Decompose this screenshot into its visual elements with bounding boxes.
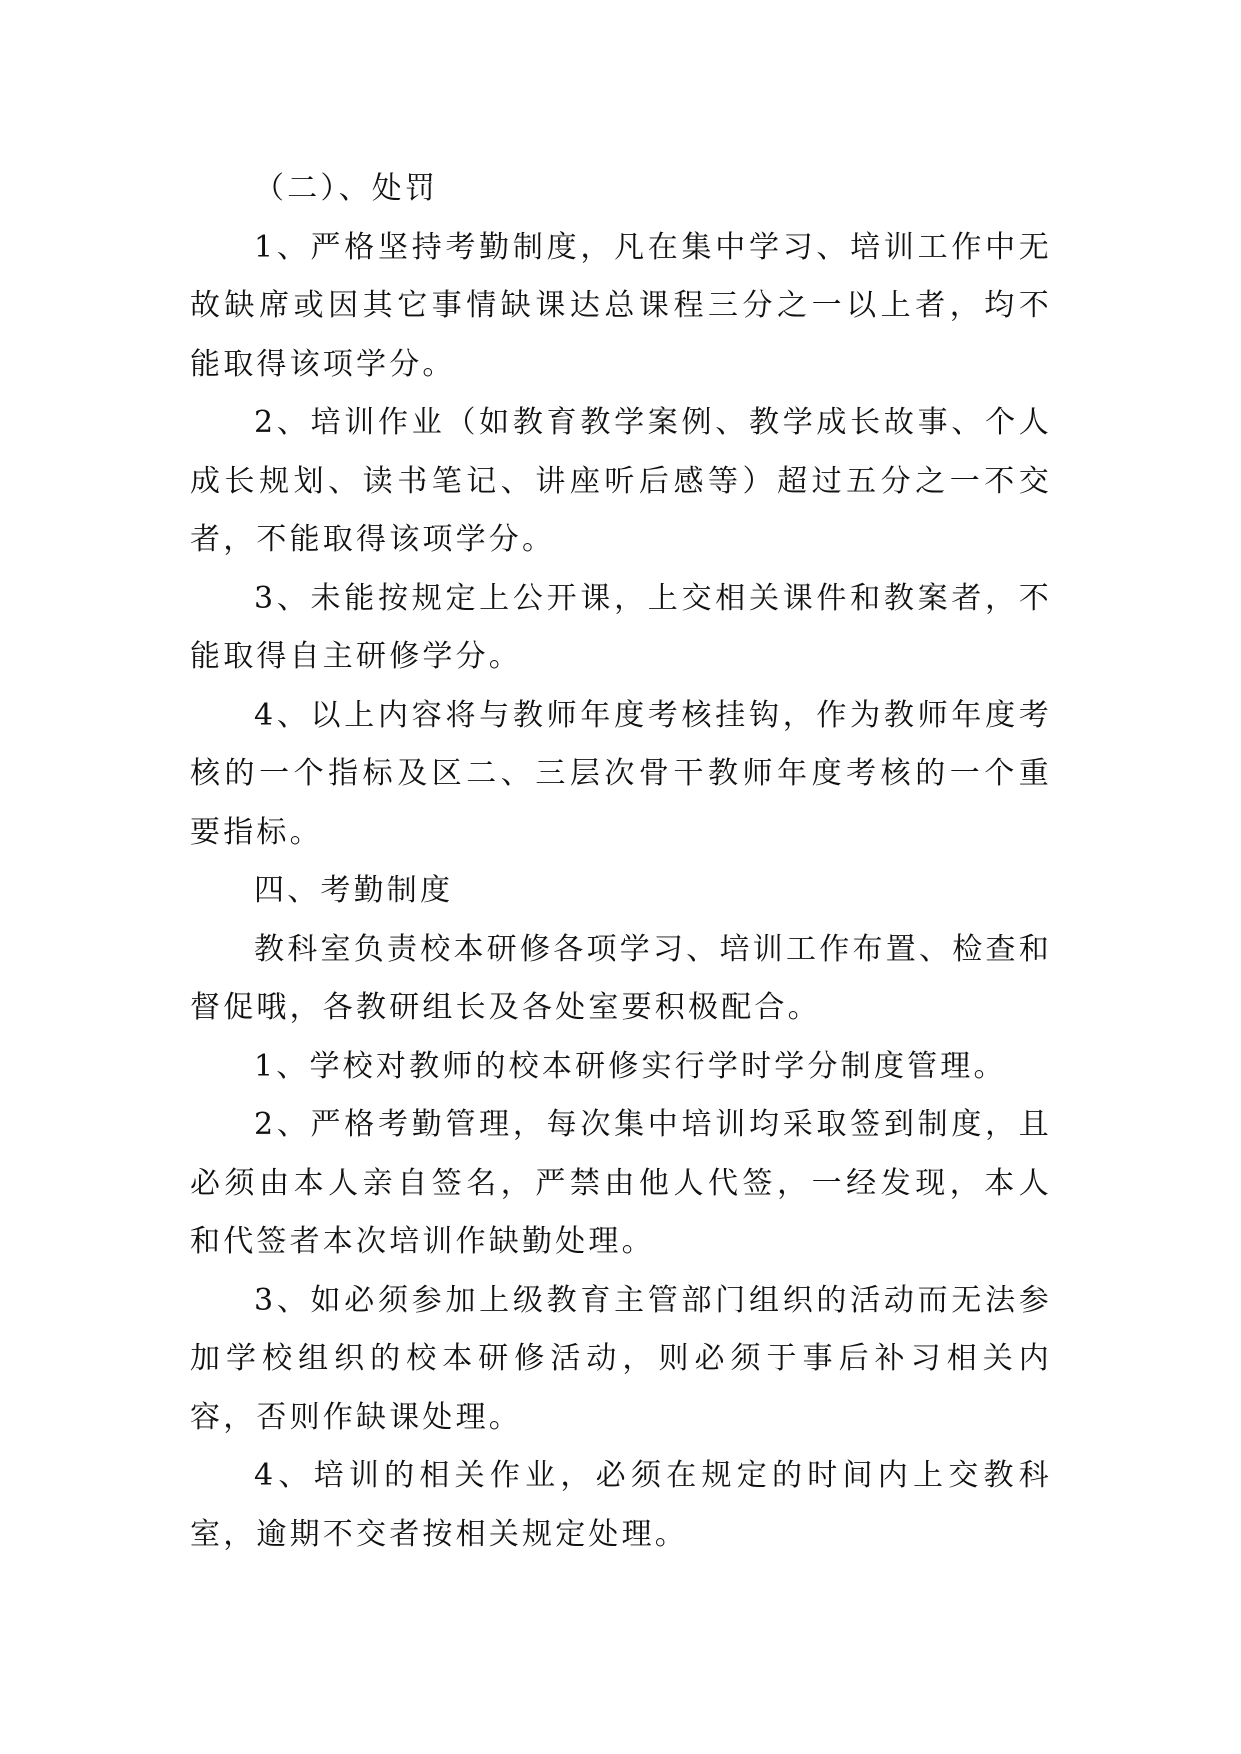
attendance-item-1: 1、学校对教师的校本研修实行学时学分制度管理。 xyxy=(254,1048,1007,1084)
attendance-item-2: 2、严格考勤管理，每次集中培训均采取签到制度，且必须由本人亲自签名，严禁由他人代签，一经发现，本人和代签者本次培训作缺勤处理。 xyxy=(190,1107,1052,1259)
penalty-item-1: 1、严格坚持考勤制度，凡在集中学习、培训工作中无故缺席或因其它事情缺课达总课程三分之一以上者，均不能取得该项学分。 xyxy=(190,229,1052,382)
section-heading-attendance: 四、考勤制度 xyxy=(254,873,454,908)
attendance-intro: 教科室负责校本研修各项学习、培训工作布置、检查和督促哦，各教研组长及各处室要积极配合。 xyxy=(190,931,1052,1025)
penalty-item-4: 4、以上内容将与教师年度考核挂钩，作为教师年度考核的一个指标及区二、三层次骨干教师年度考核的一个重要指标。 xyxy=(190,697,1052,850)
attendance-item-3: 3、如必须参加上级教育主管部门组织的活动而无法参加学校组织的校本研修活动，则必须于事后补习相关内容，否则作缺课处理。 xyxy=(190,1282,1052,1435)
attendance-item-4: 4、培训的相关作业，必须在规定的时间内上交教科室，逾期不交者按相关规定处理。 xyxy=(190,1458,1052,1552)
penalty-item-3: 3、未能按规定上公开课，上交相关课件和教案者，不能取得自主研修学分。 xyxy=(190,580,1052,674)
document-body xyxy=(190,160,1052,1564)
penalty-item-2: 2、培训作业（如教育教学案例、教学成长故事、个人成长规划、读书笔记、讲座听后感等）超过五分之一不交者，不能取得该项学分。 xyxy=(190,405,1052,557)
section-heading-penalty: （二）、处罚 xyxy=(254,171,439,206)
